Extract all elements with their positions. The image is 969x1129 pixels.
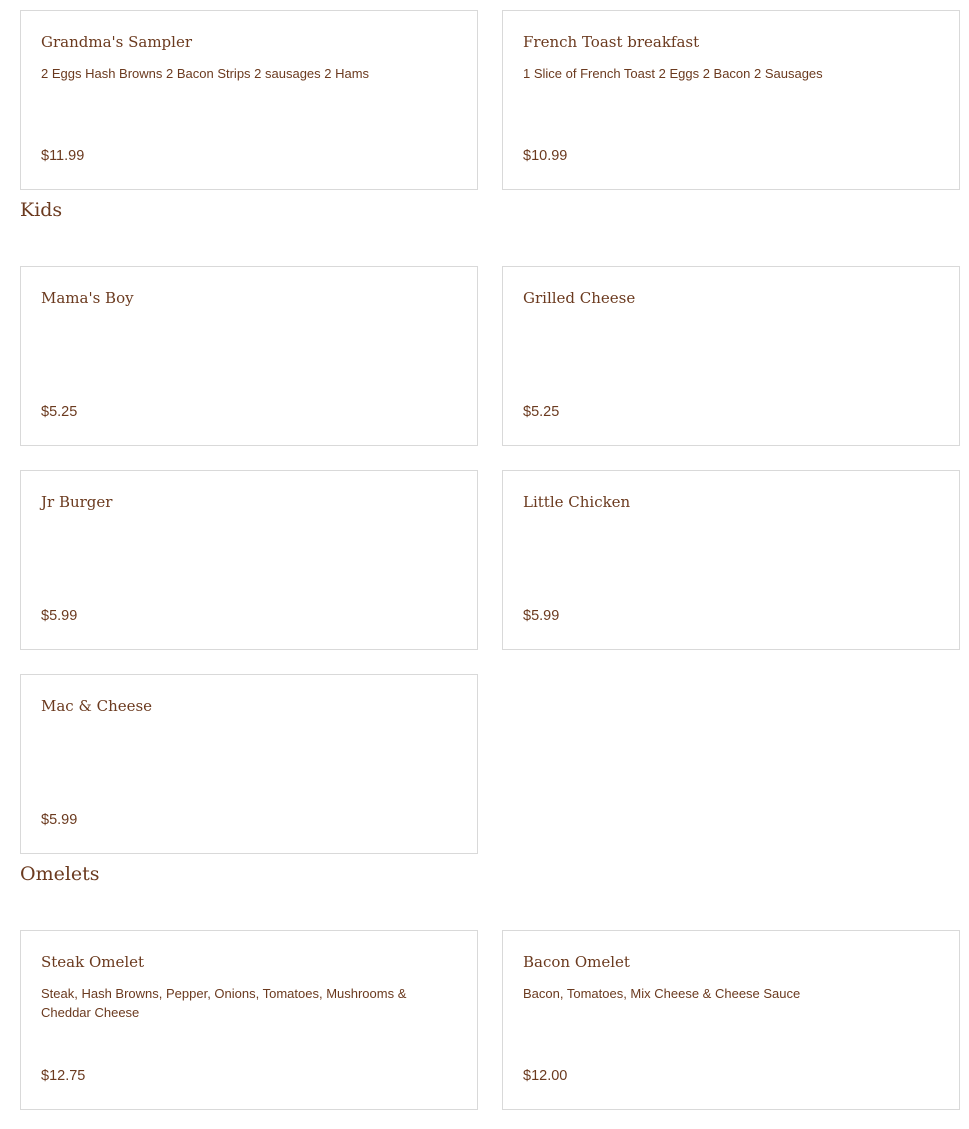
menu-item-name: Mama's Boy (41, 289, 134, 307)
menu-page (20, 0, 960, 1110)
omelets-grid (20, 930, 960, 1110)
menu-item-card[interactable] (20, 266, 478, 446)
menu-item-price: $5.99 (41, 608, 78, 624)
menu-item-name: Bacon Omelet (523, 953, 630, 971)
menu-item-card[interactable] (502, 470, 960, 650)
section-title-omelets: Omelets (20, 863, 100, 885)
kids-grid (20, 266, 960, 854)
menu-item-price: $12.00 (523, 1068, 568, 1084)
menu-item-card[interactable] (20, 674, 478, 854)
menu-item-name: Little Chicken (523, 493, 631, 511)
menu-item-card[interactable] (502, 930, 960, 1110)
menu-item-price: $5.25 (523, 404, 560, 420)
menu-item-description: Steak, Hash Browns, Pepper, Onions, Tomatoes, Mushrooms & Cheddar Cheese (41, 986, 407, 1020)
menu-item-card[interactable] (502, 266, 960, 446)
menu-item-price: $5.99 (41, 812, 78, 828)
menu-item-price: $10.99 (523, 148, 568, 164)
menu-item-price: $5.99 (523, 608, 560, 624)
menu-item-card[interactable] (20, 10, 478, 190)
menu-item-card[interactable] (20, 930, 478, 1110)
section-title-kids: Kids (20, 199, 63, 221)
breakfast-grid (20, 10, 960, 190)
menu-item-card[interactable] (20, 470, 478, 650)
menu-item-name: Grilled Cheese (523, 289, 636, 307)
menu-item-price: $11.99 (41, 148, 85, 164)
menu-item-description: Bacon, Tomatoes, Mix Cheese & Cheese Sauce (523, 986, 801, 1001)
menu-item-name: Steak Omelet (41, 953, 145, 971)
menu-item-description: 2 Eggs Hash Browns 2 Bacon Strips 2 sausages 2 Hams (41, 66, 370, 81)
menu-item-name: Grandma's Sampler (41, 33, 193, 51)
menu-item-price: $5.25 (41, 404, 78, 420)
menu-item-price: $12.75 (41, 1068, 86, 1084)
menu-item-name: Mac & Cheese (41, 697, 153, 715)
menu-item-card[interactable] (502, 10, 960, 190)
menu-item-description: 1 Slice of French Toast 2 Eggs 2 Bacon 2 Sausages (523, 66, 823, 81)
menu-item-name: Jr Burger (41, 493, 113, 511)
menu-item-name: French Toast breakfast (523, 33, 700, 51)
